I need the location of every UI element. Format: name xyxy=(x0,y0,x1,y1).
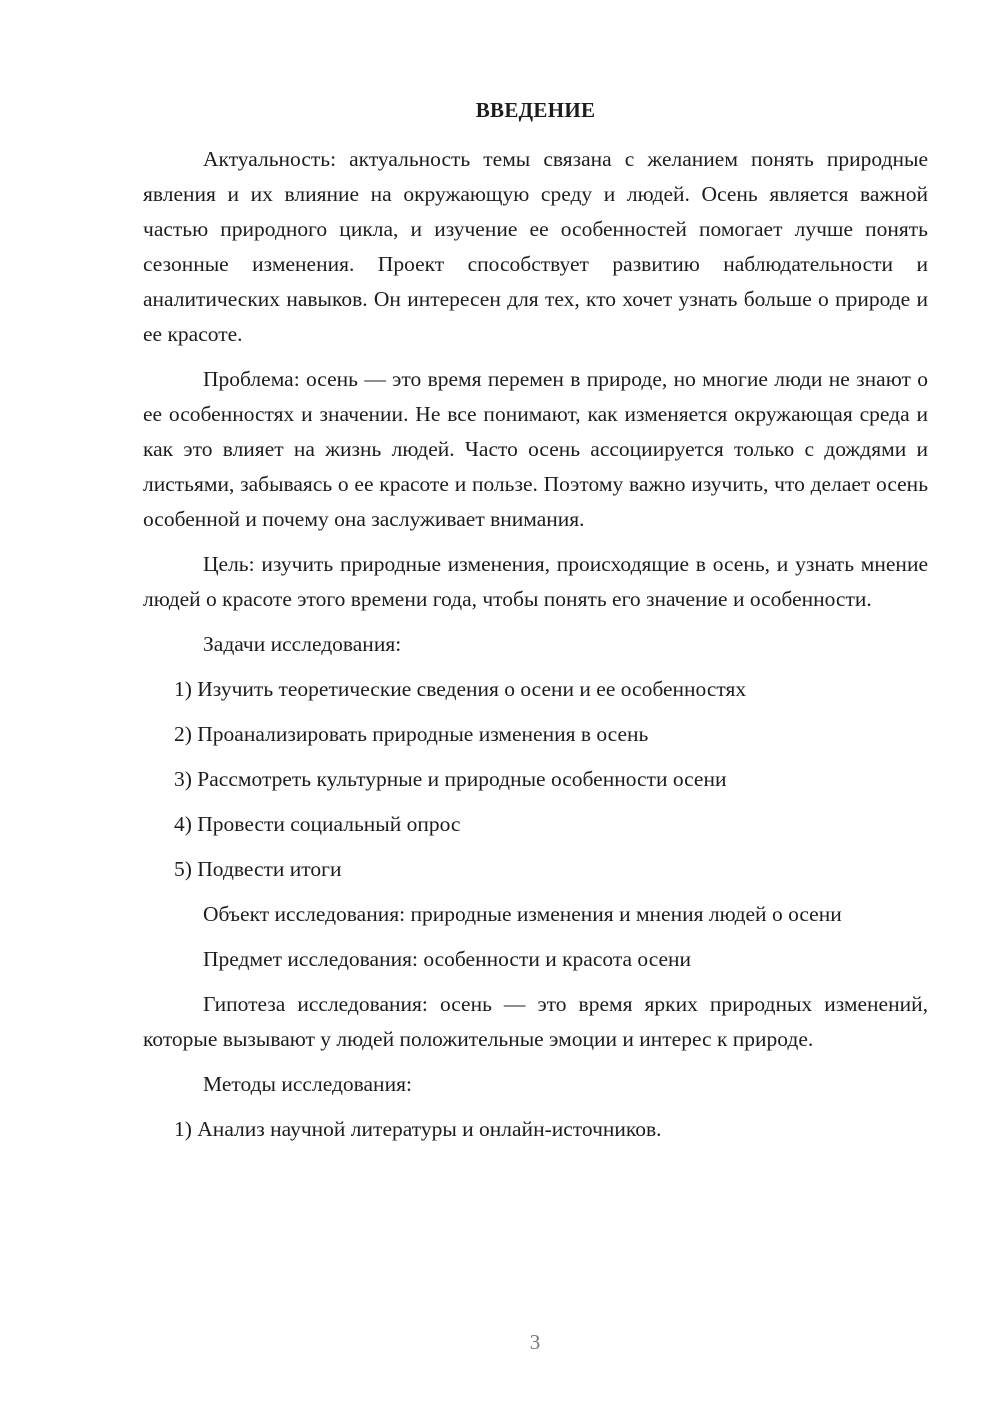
page-number: 3 xyxy=(529,1330,541,1354)
method-item-1: 1) Анализ научной литературы и онлайн-источников. xyxy=(174,1117,662,1141)
subject-paragraph: Предмет исследования: особенности и красота осени xyxy=(203,947,692,971)
tasks-heading: Задачи исследования: xyxy=(203,632,402,656)
task-item-5: 5) Подвести итоги xyxy=(174,857,342,881)
section-title: ВВЕДЕНИЕ xyxy=(475,98,596,122)
task-item-1: 1) Изучить теоретические сведения о осени и ее особенностях xyxy=(174,677,747,701)
document-page xyxy=(143,95,928,1147)
task-item-3: 3) Рассмотреть культурные и природные особенности осени xyxy=(174,767,727,791)
methods-heading: Методы исследования: xyxy=(203,1072,412,1096)
problem-paragraph: Проблема: осень — это время перемен в природе, но многие люди не знают о ее особенностях и значении. Не все понимают, как изменяется окружающая среда и как это влияет на жизнь людей. Часто осень ассоциируется только с дождями и листьями, забываясь о ее красоте и пользе. Поэтому важно изучить, что делает осень особенной и почему она заслуживает внимания. xyxy=(143,367,928,531)
relevance-paragraph: Актуальность: актуальность темы связана с желанием понять природные явления и их влияние на окружающую среду и людей. Осень является важной частью природного цикла, и изучение ее особенностей помогает лучше понять сезонные изменения. Проект способствует развитию наблюдательности и аналитических навыков. Он интересен для тех, кто хочет узнать больше о природе и ее красоте. xyxy=(143,147,928,346)
goal-paragraph: Цель: изучить природные изменения, происходящие в осень, и узнать мнение людей о красоте этого времени года, чтобы понять его значение и особенности. xyxy=(143,552,928,611)
task-item-4: 4) Провести социальный опрос xyxy=(174,812,461,836)
object-paragraph: Объект исследования: природные изменения и мнения людей о осени xyxy=(203,902,842,926)
hypothesis-paragraph: Гипотеза исследования: осень — это время ярких природных изменений, которые вызывают у людей положительные эмоции и интерес к природе. xyxy=(143,992,928,1051)
task-item-2: 2) Проанализировать природные изменения в осень xyxy=(174,722,649,746)
